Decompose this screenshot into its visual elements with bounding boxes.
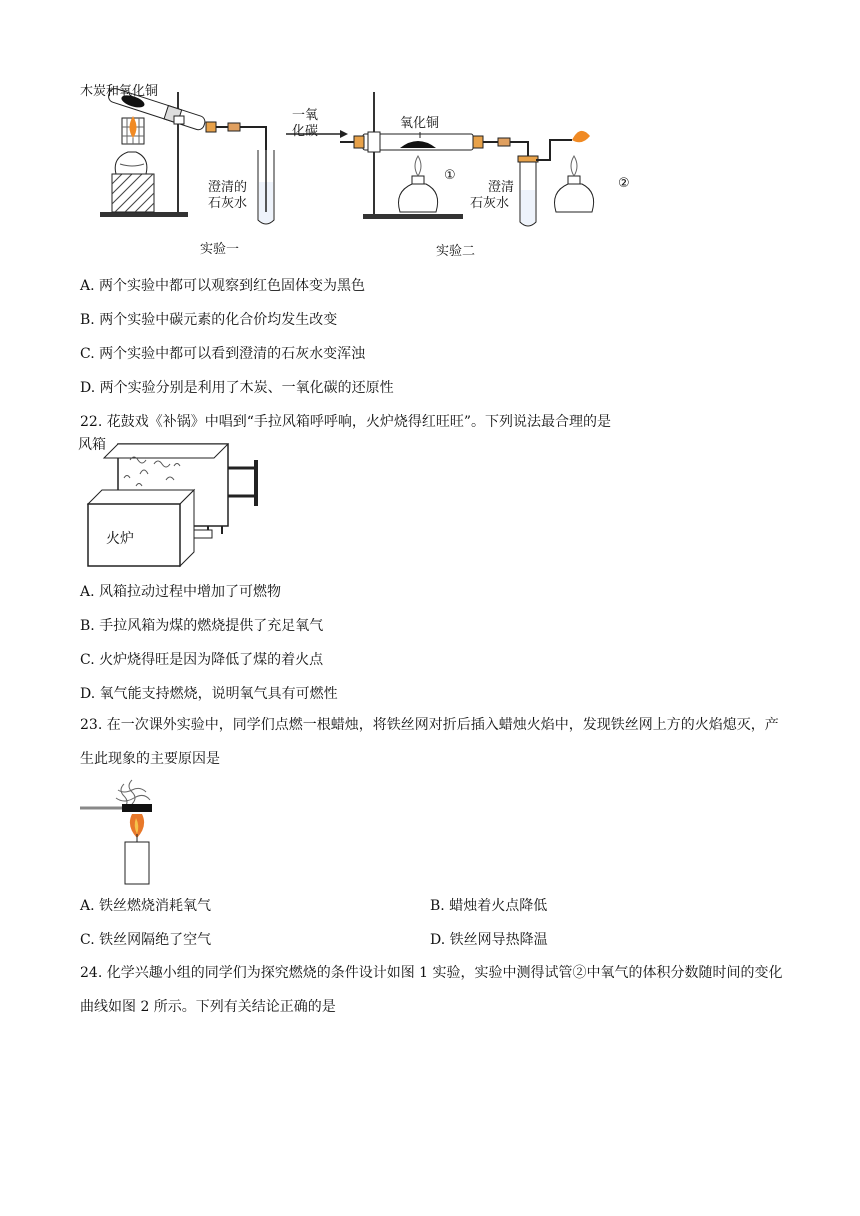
marker-2: ② — [618, 176, 630, 191]
q23-option-c: C. 铁丝网隔绝了空气 — [80, 932, 212, 948]
candle-figure — [78, 776, 168, 886]
candle-wire-gauze-drawing — [78, 776, 168, 886]
co-label-line1: 一氧 — [292, 108, 319, 123]
q22-option-b: B. 手拉风箱为煤的燃烧提供了充足氧气 — [80, 618, 324, 634]
bellows-figure — [78, 434, 278, 574]
q22-option-c: C. 火炉烧得旺是因为降低了煤的着火点 — [80, 652, 324, 668]
experiment-apparatus-drawing — [78, 72, 638, 262]
bellows-label: 风箱 — [78, 437, 106, 453]
caption-experiment-two: 实验二 — [436, 244, 476, 259]
caption-experiment-one: 实验一 — [200, 242, 240, 257]
reagent-label: 木炭和氧化铜 — [80, 84, 159, 99]
q21-option-d: D. 两个实验分别是利用了木炭、一氧化碳的还原性 — [80, 380, 394, 396]
q24-stem: 24. 化学兴趣小组的同学们为探究燃烧的条件设计如图 1 实验，实验中测得试管②中氧气的体积分数随时间的变化曲线如图 2 所示。下列有关结论正确的是 — [80, 965, 783, 1015]
q23-option-b: B. 蜡烛着火点降低 — [430, 898, 548, 914]
q22-option-d: D. 氧气能支持燃烧，说明氧气具有可燃性 — [80, 686, 338, 702]
q22-option-a: A. 风箱拉动过程中增加了可燃物 — [80, 584, 282, 600]
co-label — [292, 108, 318, 140]
limewater-label-left-line2: 石灰水 — [208, 196, 248, 211]
limewater-label-right — [470, 180, 514, 212]
marker-1: ① — [444, 168, 456, 183]
limewater-label-left-line1: 澄清的 — [208, 180, 248, 195]
experiment-figure — [78, 72, 638, 262]
q21-option-a: A. 两个实验中都可以观察到红色固体变为黑色 — [80, 278, 366, 294]
q21-option-c: C. 两个实验中都可以看到澄清的石灰水变浑浊 — [80, 346, 366, 362]
limewater-label-right-line1: 澄清 — [488, 180, 515, 195]
bellows-furnace-drawing — [78, 434, 278, 574]
q23-option-d: D. 铁丝网导热降温 — [430, 932, 548, 948]
q23-stem: 23. 在一次课外实验中，同学们点燃一根蜡烛，将铁丝网对折后插入蜡烛火焰中，发现铁丝网上方的火焰熄灭，产生此现象的主要原因是 — [80, 717, 779, 767]
furnace-label: 火炉 — [106, 531, 134, 547]
limewater-label-right-line2: 石灰水 — [470, 196, 510, 211]
cuo-label: 氧化铜 — [400, 116, 440, 131]
q21-option-b: B. 两个实验中碳元素的化合价均发生改变 — [80, 312, 338, 328]
co-label-line2: 化碳 — [292, 124, 319, 139]
limewater-label-left — [208, 180, 247, 212]
q23-option-a: A. 铁丝燃烧消耗氧气 — [80, 898, 212, 914]
q22-stem: 22. 花鼓戏《补锅》中唱到“手拉风箱呼呼响，火炉烧得红旺旺”。下列说法最合理的是 — [80, 414, 612, 430]
